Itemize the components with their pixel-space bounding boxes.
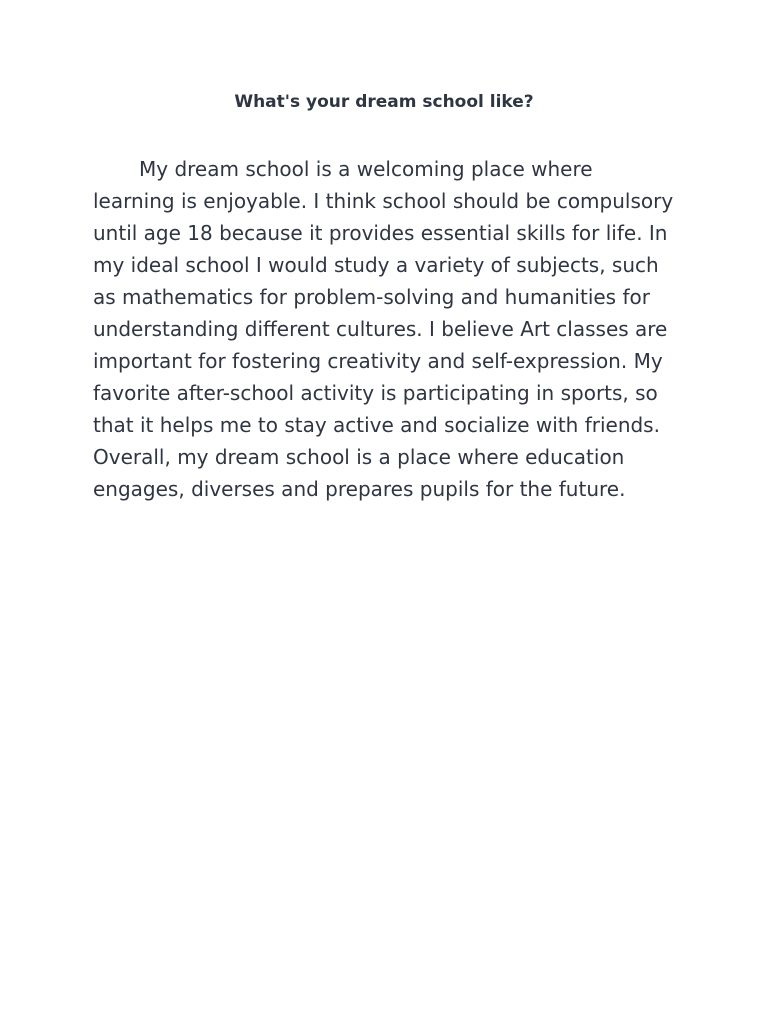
document-title: What's your dream school like? xyxy=(234,92,534,112)
document-body-paragraph: My dream school is a welcoming place where learning is enjoyable. I think school should be compulsory until age 18 because it provides essential skills for life. In my ideal school I would study a variety of subjects, such as mathematics for problem-solving and humanities for understanding different cultures. I believe Art classes are important for fostering creativity and self-expression. My favorite after-school activity is participating in sports, so that it helps me to stay active and socialize with friends. Overall, my dream school is a place where education engages, diverses and prepares pupils for the future. xyxy=(93,157,674,501)
